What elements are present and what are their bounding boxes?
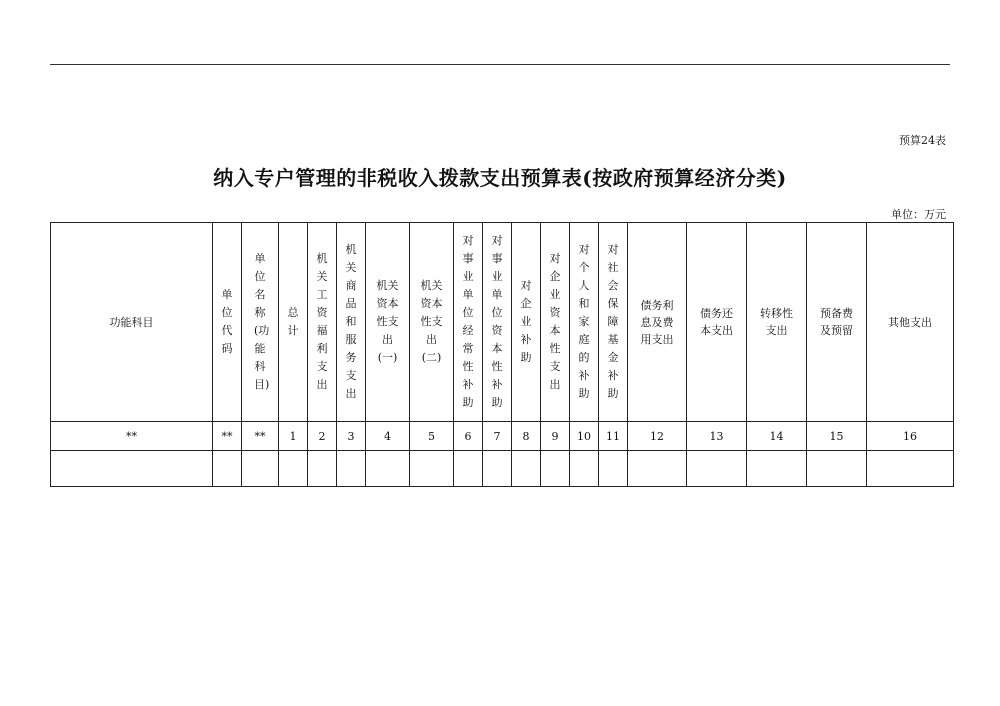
data-cell <box>213 451 242 487</box>
number-cell: 2 <box>308 422 337 451</box>
data-cell <box>51 451 213 487</box>
header-cell: 机关资本性支出(二) <box>410 223 454 422</box>
data-cell <box>454 451 483 487</box>
number-cell: 4 <box>366 422 410 451</box>
data-cell <box>337 451 366 487</box>
data-cell <box>366 451 410 487</box>
header-cell: 对个人和家庭的补助 <box>570 223 599 422</box>
number-cell: 16 <box>867 422 954 451</box>
data-row <box>51 451 954 487</box>
data-cell <box>628 451 687 487</box>
data-cell <box>308 451 337 487</box>
number-row <box>51 422 954 451</box>
number-cell: ** <box>51 422 213 451</box>
number-cell: 5 <box>410 422 454 451</box>
data-cell <box>599 451 628 487</box>
number-cell: 6 <box>454 422 483 451</box>
number-cell: ** <box>213 422 242 451</box>
header-cell: 功能科目 <box>51 223 213 422</box>
number-cell: 8 <box>512 422 541 451</box>
form-number: 预算24表 <box>899 134 946 147</box>
number-cell: ** <box>242 422 279 451</box>
header-cell: 对事业单位经常性补助 <box>454 223 483 422</box>
top-rule <box>50 64 950 65</box>
number-cell: 1 <box>279 422 308 451</box>
header-cell: 对事业单位资本性补助 <box>483 223 512 422</box>
number-cell: 9 <box>541 422 570 451</box>
number-cell: 14 <box>747 422 807 451</box>
data-cell <box>541 451 570 487</box>
number-cell: 7 <box>483 422 512 451</box>
header-cell: 总计 <box>279 223 308 422</box>
header-cell: 单位代码 <box>213 223 242 422</box>
number-cell: 15 <box>807 422 867 451</box>
number-cell: 3 <box>337 422 366 451</box>
header-row <box>51 223 954 422</box>
data-cell <box>747 451 807 487</box>
data-cell <box>410 451 454 487</box>
data-cell <box>242 451 279 487</box>
number-cell: 12 <box>628 422 687 451</box>
header-cell: 对社会保障基金补助 <box>599 223 628 422</box>
number-cell: 10 <box>570 422 599 451</box>
data-cell <box>570 451 599 487</box>
budget-table <box>50 222 954 487</box>
data-cell <box>807 451 867 487</box>
data-cell <box>279 451 308 487</box>
header-cell: 对企业资本性支出 <box>541 223 570 422</box>
header-cell: 预备费及预留 <box>807 223 867 422</box>
data-cell <box>687 451 747 487</box>
header-cell: 债务利息及费用支出 <box>628 223 687 422</box>
header-cell: 对企业补助 <box>512 223 541 422</box>
header-cell: 单位名称(功能科目) <box>242 223 279 422</box>
number-cell: 13 <box>687 422 747 451</box>
header-cell: 债务还本支出 <box>687 223 747 422</box>
data-cell <box>512 451 541 487</box>
header-cell: 机关资本性支出(一) <box>366 223 410 422</box>
number-cell: 11 <box>599 422 628 451</box>
header-cell: 其他支出 <box>867 223 954 422</box>
page-title: 纳入专户管理的非税收入拨款支出预算表(按政府预算经济分类) <box>213 166 787 190</box>
header-cell: 机关商品和服务支出 <box>337 223 366 422</box>
unit-label: 单位：万元 <box>891 208 946 221</box>
header-cell: 机关工资福利支出 <box>308 223 337 422</box>
data-cell <box>867 451 954 487</box>
header-cell: 转移性支出 <box>747 223 807 422</box>
data-cell <box>483 451 512 487</box>
